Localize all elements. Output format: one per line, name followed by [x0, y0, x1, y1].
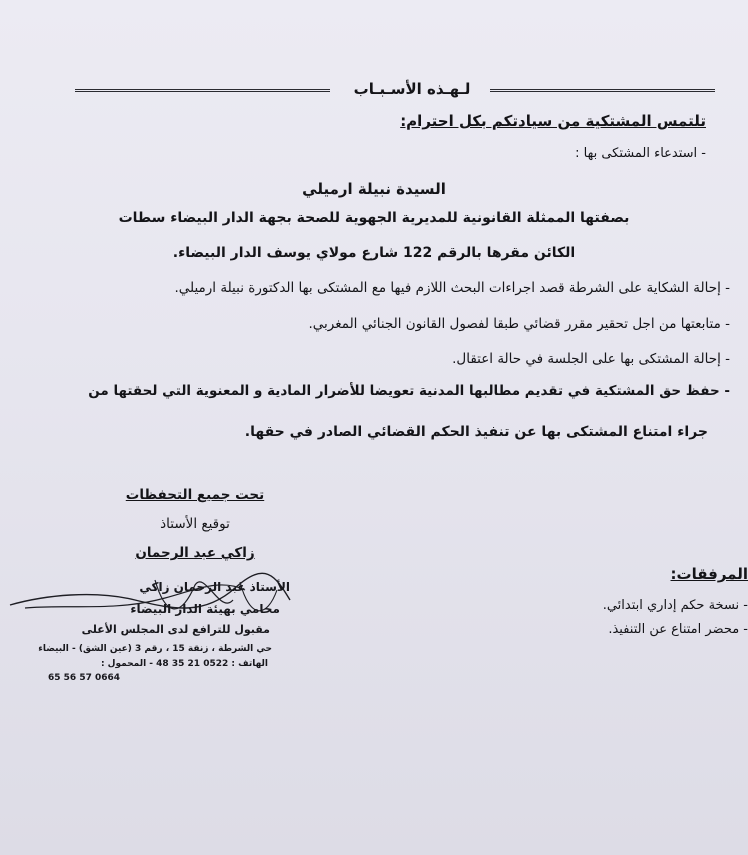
defendant-name: السيدة نبيلة ارميلي	[302, 180, 446, 198]
defendant-capacity: بصفتها الممثلة القانونية للمديرية الجهوية للصحة بجهة الدار البيضاء سطات	[118, 210, 630, 226]
attachment-item: - محضر امتناع عن التنفيذ.	[608, 622, 748, 637]
stamp-line: الهاتف : 0522 21 35 48 - المحمول :	[100, 659, 268, 669]
attachment-item: - نسخة حكم إداري ابتدائي.	[602, 598, 748, 613]
request-item: - حفظ حق المشتكية في تقديم مطالبها المدنية تعويضا للأضرار المادية و المعنوية التي لحقتها من	[88, 383, 730, 399]
section-heading	[75, 80, 715, 100]
signatory-name: زاكي عبد الرحمان	[135, 545, 255, 561]
defendant-address: الكائن مقرها بالرقم 122 شارع مولاي يوسف الدار البيضاء.	[172, 245, 576, 261]
reservations-heading: تحت جميع التحفظات	[125, 487, 265, 503]
lawyer-stamp	[38, 580, 290, 683]
stamp-line: حي الشرطة ، زنقة 15 ، رقم 3 (عين الشق) - البيضاء	[38, 644, 272, 654]
attachments-heading: المرفقات:	[670, 565, 748, 583]
stamp-line: 0664 57 56 65	[48, 673, 121, 683]
heading-text: لـهـذه الأسـبـاب	[353, 80, 471, 98]
stamp-line: الأستاذ عبد الرحمان زاكي	[139, 580, 290, 594]
stamp-line: محامي بهيئة الدار البيضاء	[130, 602, 280, 616]
request-line: تلتمس المشتكية من سيادتكم بكل احترام:	[400, 112, 706, 130]
signature-role: توقيع الأستاذ	[160, 516, 230, 532]
request-item-continuation: جراء امتناع المشتكى بها عن تنفيذ الحكم القضائي الصادر في حقها.	[244, 424, 708, 440]
heading-rule-right	[490, 89, 715, 92]
request-item: - متابعتها من اجل تحقير مقرر قضائي طبقا لفصول القانون الجنائي المغربي.	[308, 316, 730, 332]
request-item: - إحالة المشتكى بها على الجلسة في حالة اعتقال.	[452, 351, 730, 367]
stamp-line: مقبول للترافع لدى المجلس الأعلى	[81, 623, 270, 636]
heading-rule-left	[75, 89, 330, 92]
request-item: - إحالة الشكاية على الشرطة قصد اجراءات البحث اللازم فيها مع المشتكى بها الدكتورة نبيلة ارميلي.	[174, 280, 730, 296]
summon-line: - استدعاء المشتكى بها :	[575, 146, 706, 161]
